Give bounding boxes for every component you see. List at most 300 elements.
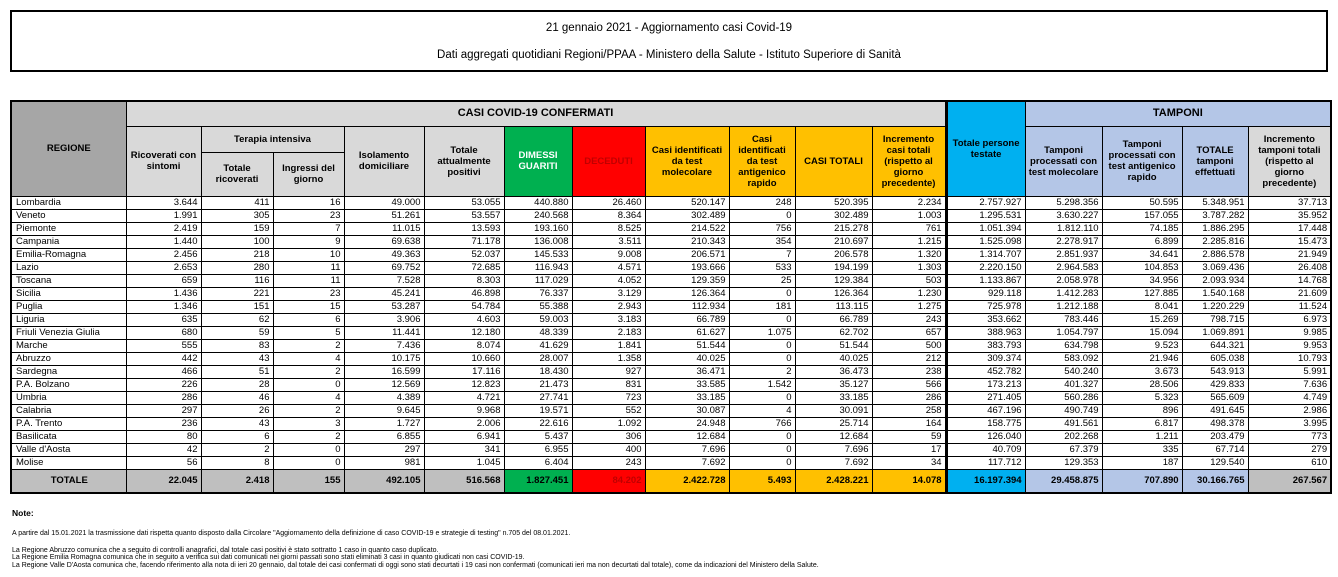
value-cell: 411 (201, 196, 273, 209)
value-cell: 51.544 (795, 339, 872, 352)
value-cell: 773 (1248, 430, 1331, 443)
value-cell: 543.913 (1182, 365, 1248, 378)
value-cell: 610 (1248, 456, 1331, 469)
value-cell: 10.660 (424, 352, 504, 365)
value-cell: 2.058.978 (1025, 274, 1102, 287)
value-cell: 7.528 (344, 274, 424, 287)
value-cell: 1.314.707 (946, 248, 1025, 261)
value-cell: 187 (1102, 456, 1182, 469)
region-name-cell: Lombardia (11, 196, 126, 209)
value-cell: 8.074 (424, 339, 504, 352)
value-cell: 8.364 (572, 209, 645, 222)
value-cell: 49.363 (344, 248, 424, 261)
value-cell: 2.234 (872, 196, 946, 209)
value-cell: 19.571 (504, 404, 572, 417)
value-cell: 756 (729, 222, 795, 235)
region-name-cell: Lazio (11, 261, 126, 274)
value-cell: 30.087 (645, 404, 729, 417)
value-cell: 151 (201, 300, 273, 313)
value-cell: 1.525.098 (946, 235, 1025, 248)
value-cell: 2.653 (126, 261, 201, 274)
value-cell: 680 (126, 326, 201, 339)
value-cell: 1.841 (572, 339, 645, 352)
value-cell: 1.054.797 (1025, 326, 1102, 339)
value-cell: 798.715 (1182, 313, 1248, 326)
value-cell: 302.489 (645, 209, 729, 222)
value-cell: 4 (729, 404, 795, 417)
value-cell: 145.533 (504, 248, 572, 261)
value-cell: 0 (729, 352, 795, 365)
value-cell: 309.374 (946, 352, 1025, 365)
value-cell: 341 (424, 443, 504, 456)
value-cell: 540.240 (1025, 365, 1102, 378)
value-cell: 271.405 (946, 391, 1025, 404)
group-header-casi-confermati: CASI COVID-19 CONFERMATI (126, 101, 946, 126)
total-label-cell: TOTALE (11, 469, 126, 493)
value-cell: 6 (201, 430, 273, 443)
value-cell: 218 (201, 248, 273, 261)
value-cell: 53.055 (424, 196, 504, 209)
region-name-cell: Liguria (11, 313, 126, 326)
value-cell: 297 (344, 443, 424, 456)
value-cell: 6.973 (1248, 313, 1331, 326)
value-cell: 6.941 (424, 430, 504, 443)
title-box (10, 10, 1328, 72)
value-cell: 33.185 (795, 391, 872, 404)
value-cell: 9.523 (1102, 339, 1182, 352)
value-cell: 203.479 (1182, 430, 1248, 443)
value-cell: 26.460 (572, 196, 645, 209)
region-name-cell: Umbria (11, 391, 126, 404)
value-cell: 3.673 (1102, 365, 1182, 378)
value-cell: 113.115 (795, 300, 872, 313)
value-cell: 206.571 (645, 248, 729, 261)
table-row (11, 196, 1331, 209)
value-cell: 6.404 (504, 456, 572, 469)
value-cell: 236 (126, 417, 201, 430)
value-cell: 28 (201, 378, 273, 391)
value-cell: 491.561 (1025, 417, 1102, 430)
value-cell: 71.178 (424, 235, 504, 248)
value-cell: 467.196 (946, 404, 1025, 417)
value-cell: 8.303 (424, 274, 504, 287)
value-cell: 560.286 (1025, 391, 1102, 404)
value-cell: 1.133.867 (946, 274, 1025, 287)
value-cell: 62 (201, 313, 273, 326)
value-cell: 9.645 (344, 404, 424, 417)
value-cell: 27.741 (504, 391, 572, 404)
value-cell: 116.943 (504, 261, 572, 274)
value-cell: 42 (126, 443, 201, 456)
table-row (11, 339, 1331, 352)
value-cell: 59 (201, 326, 273, 339)
value-cell: 1.727 (344, 417, 424, 430)
value-cell: 59 (872, 430, 946, 443)
value-cell: 104.853 (1102, 261, 1182, 274)
column-header-tamponi-totale: TOTALE tamponi effettuati (1182, 126, 1248, 196)
value-cell: 159 (201, 222, 273, 235)
value-cell: 1.212.188 (1025, 300, 1102, 313)
value-cell: 1.346 (126, 300, 201, 313)
value-cell: 0 (729, 456, 795, 469)
region-name-cell: Molise (11, 456, 126, 469)
value-cell: 240.568 (504, 209, 572, 222)
value-cell: 2.886.578 (1182, 248, 1248, 261)
value-cell: 10.175 (344, 352, 424, 365)
value-cell: 28.007 (504, 352, 572, 365)
value-cell: 55.388 (504, 300, 572, 313)
value-cell: 248 (729, 196, 795, 209)
value-cell: 388.963 (946, 326, 1025, 339)
value-cell: 6.855 (344, 430, 424, 443)
value-cell: 605.038 (1182, 352, 1248, 365)
value-cell: 520.395 (795, 196, 872, 209)
value-cell: 6 (273, 313, 344, 326)
value-cell: 2.220.150 (946, 261, 1025, 274)
total-value-cell: 84.202 (572, 469, 645, 493)
value-cell: 37.713 (1248, 196, 1331, 209)
value-cell: 1.812.110 (1025, 222, 1102, 235)
table-header (11, 101, 1331, 196)
value-cell: 280 (201, 261, 273, 274)
value-cell: 56 (126, 456, 201, 469)
value-cell: 3.630.227 (1025, 209, 1102, 222)
value-cell: 466 (126, 365, 201, 378)
value-cell: 2.964.583 (1025, 261, 1102, 274)
value-cell: 657 (872, 326, 946, 339)
value-cell: 7.692 (795, 456, 872, 469)
value-cell: 12.684 (645, 430, 729, 443)
value-cell: 1.303 (872, 261, 946, 274)
value-cell: 3.069.436 (1182, 261, 1248, 274)
value-cell: 0 (729, 391, 795, 404)
value-cell: 555 (126, 339, 201, 352)
value-cell: 43 (201, 352, 273, 365)
value-cell: 305 (201, 209, 273, 222)
value-cell: 7 (729, 248, 795, 261)
value-cell: 7.436 (344, 339, 424, 352)
table-row (11, 274, 1331, 287)
value-cell: 43 (201, 417, 273, 430)
value-cell: 400 (572, 443, 645, 456)
value-cell: 25 (729, 274, 795, 287)
value-cell: 11 (273, 261, 344, 274)
value-cell: 4.389 (344, 391, 424, 404)
total-value-cell: 22.045 (126, 469, 201, 493)
total-value-cell: 2.422.728 (645, 469, 729, 493)
value-cell: 157.055 (1102, 209, 1182, 222)
value-cell: 9.008 (572, 248, 645, 261)
value-cell: 53.287 (344, 300, 424, 313)
value-cell: 1.220.229 (1182, 300, 1248, 313)
table-body (11, 196, 1331, 493)
value-cell: 1.215 (872, 235, 946, 248)
value-cell: 54.784 (424, 300, 504, 313)
value-cell: 0 (729, 339, 795, 352)
value-cell: 1.540.168 (1182, 287, 1248, 300)
region-name-cell: Basilicata (11, 430, 126, 443)
value-cell: 7.692 (645, 456, 729, 469)
value-cell: 51 (201, 365, 273, 378)
region-name-cell: Calabria (11, 404, 126, 417)
value-cell: 5.437 (504, 430, 572, 443)
value-cell: 15.473 (1248, 235, 1331, 248)
value-cell: 17.116 (424, 365, 504, 378)
value-cell: 1.045 (424, 456, 504, 469)
value-cell: 1.295.531 (946, 209, 1025, 222)
notes-section (12, 508, 1332, 569)
value-cell: 0 (729, 430, 795, 443)
value-cell: 80 (126, 430, 201, 443)
value-cell: 16.599 (344, 365, 424, 378)
value-cell: 5 (273, 326, 344, 339)
value-cell: 11.015 (344, 222, 424, 235)
value-cell: 3.644 (126, 196, 201, 209)
value-cell: 74.185 (1102, 222, 1182, 235)
value-cell: 490.749 (1025, 404, 1102, 417)
value-cell: 48.339 (504, 326, 572, 339)
table-row (11, 313, 1331, 326)
value-cell: 8 (201, 456, 273, 469)
value-cell: 2.986 (1248, 404, 1331, 417)
value-cell: 4.052 (572, 274, 645, 287)
total-value-cell: 2.418 (201, 469, 273, 493)
total-value-cell: 5.493 (729, 469, 795, 493)
value-cell: 117.712 (946, 456, 1025, 469)
note-line: La Regione Emilia Romagna comunica che in seguito a verifica sui dati comunicati nei giorni passati sono stati eliminati 3 casi in quanto giudicati non casi COVID-19. (12, 554, 525, 561)
value-cell: 927 (572, 365, 645, 378)
value-cell: 1.092 (572, 417, 645, 430)
value-cell: 634.798 (1025, 339, 1102, 352)
value-cell: 2.419 (126, 222, 201, 235)
value-cell: 2.851.937 (1025, 248, 1102, 261)
value-cell: 34 (872, 456, 946, 469)
value-cell: 129.540 (1182, 456, 1248, 469)
value-cell: 7 (273, 222, 344, 235)
column-header-deceduti: DECEDUTI (572, 126, 645, 196)
value-cell: 258 (872, 404, 946, 417)
value-cell: 4.721 (424, 391, 504, 404)
table-row (11, 352, 1331, 365)
value-cell: 2.006 (424, 417, 504, 430)
column-header-casi-antigenico: Casi identificati da test antigenico rapido (729, 126, 795, 196)
region-name-cell: P.A. Bolzano (11, 378, 126, 391)
value-cell: 126.040 (946, 430, 1025, 443)
value-cell: 181 (729, 300, 795, 313)
value-cell: 0 (273, 378, 344, 391)
value-cell: 1.886.295 (1182, 222, 1248, 235)
value-cell: 221 (201, 287, 273, 300)
value-cell: 243 (872, 313, 946, 326)
note-line: La Regione Valle D'Aosta comunica che, facendo riferimento alla nota di ieri 20 gennaio, dal totale dei casi confermati di oggi sono stati decurtati i 19 casi non confermati (comunicati ieri ma non decurtati dal totale), come da indicazioni del Ministero della Salute. (12, 561, 819, 569)
value-cell: 4 (273, 391, 344, 404)
value-cell: 11 (273, 274, 344, 287)
value-cell: 3.906 (344, 313, 424, 326)
value-cell: 238 (872, 365, 946, 378)
value-cell: 136.008 (504, 235, 572, 248)
value-cell: 2.183 (572, 326, 645, 339)
value-cell: 40.025 (645, 352, 729, 365)
value-cell: 52.037 (424, 248, 504, 261)
value-cell: 215.278 (795, 222, 872, 235)
total-value-cell: 492.105 (344, 469, 424, 493)
column-header-attualmente-positivi: Totale attualmente positivi (424, 126, 504, 196)
total-value-cell: 29.458.875 (1025, 469, 1102, 493)
value-cell: 2.943 (572, 300, 645, 313)
value-cell: 831 (572, 378, 645, 391)
value-cell: 401.327 (1025, 378, 1102, 391)
value-cell: 0 (729, 443, 795, 456)
value-cell: 929.118 (946, 287, 1025, 300)
region-name-cell: Marche (11, 339, 126, 352)
value-cell: 4.603 (424, 313, 504, 326)
region-name-cell: Piemonte (11, 222, 126, 235)
value-cell: 5.991 (1248, 365, 1331, 378)
total-value-cell: 155 (273, 469, 344, 493)
value-cell: 23 (273, 209, 344, 222)
value-cell: 9 (273, 235, 344, 248)
value-cell: 26.408 (1248, 261, 1331, 274)
value-cell: 72.685 (424, 261, 504, 274)
value-cell: 21.609 (1248, 287, 1331, 300)
value-cell: 12.684 (795, 430, 872, 443)
value-cell: 10.793 (1248, 352, 1331, 365)
value-cell: 21.473 (504, 378, 572, 391)
value-cell: 112.934 (645, 300, 729, 313)
value-cell: 2 (273, 404, 344, 417)
value-cell: 1.051.394 (946, 222, 1025, 235)
value-cell: 286 (126, 391, 201, 404)
value-cell: 30.091 (795, 404, 872, 417)
value-cell: 1.230 (872, 287, 946, 300)
value-cell: 34.641 (1102, 248, 1182, 261)
table-row (11, 209, 1331, 222)
region-name-cell: Friuli Venezia Giulia (11, 326, 126, 339)
value-cell: 15.269 (1102, 313, 1182, 326)
value-cell: 51.261 (344, 209, 424, 222)
value-cell: 2 (273, 430, 344, 443)
value-cell: 3.511 (572, 235, 645, 248)
value-cell: 429.833 (1182, 378, 1248, 391)
value-cell: 6.899 (1102, 235, 1182, 248)
value-cell: 21.946 (1102, 352, 1182, 365)
value-cell: 335 (1102, 443, 1182, 456)
total-value-cell: 14.078 (872, 469, 946, 493)
value-cell: 16 (273, 196, 344, 209)
value-cell: 1.412.283 (1025, 287, 1102, 300)
value-cell: 981 (344, 456, 424, 469)
value-cell: 440.880 (504, 196, 572, 209)
value-cell: 566 (872, 378, 946, 391)
value-cell: 66.789 (645, 313, 729, 326)
column-header-ricoverati-sintomi: Ricoverati con sintomi (126, 126, 201, 196)
value-cell: 21.949 (1248, 248, 1331, 261)
value-cell: 36.471 (645, 365, 729, 378)
value-cell: 452.782 (946, 365, 1025, 378)
value-cell: 0 (273, 443, 344, 456)
value-cell: 66.789 (795, 313, 872, 326)
table-row (11, 365, 1331, 378)
value-cell: 17.448 (1248, 222, 1331, 235)
table-row (11, 248, 1331, 261)
table-row (11, 300, 1331, 313)
value-cell: 3.995 (1248, 417, 1331, 430)
note-line: A partire dal 15.01.2021 la trasmissione dati rispetta quanto disposto dalla Circolare "Aggiornamento della definizione di caso COVID-19 e strategie di testing" n.705 del 08.01.2021. (12, 530, 571, 537)
value-cell: 17 (872, 443, 946, 456)
value-cell: 51.544 (645, 339, 729, 352)
value-cell: 202.268 (1025, 430, 1102, 443)
table-row (11, 456, 1331, 469)
value-cell: 129.359 (645, 274, 729, 287)
region-name-cell: P.A. Trento (11, 417, 126, 430)
value-cell: 4.749 (1248, 391, 1331, 404)
covid-data-table (10, 100, 1332, 494)
value-cell: 34.956 (1102, 274, 1182, 287)
value-cell: 4.571 (572, 261, 645, 274)
column-header-persone-testate: Totale persone testate (946, 101, 1025, 196)
value-cell: 226 (126, 378, 201, 391)
value-cell: 286 (872, 391, 946, 404)
value-cell: 2.093.934 (1182, 274, 1248, 287)
total-value-cell: 267.567 (1248, 469, 1331, 493)
column-header-regione: REGIONE (11, 101, 126, 196)
value-cell: 10 (273, 248, 344, 261)
table-row (11, 287, 1331, 300)
value-cell: 173.213 (946, 378, 1025, 391)
value-cell: 0 (729, 209, 795, 222)
value-cell: 565.609 (1182, 391, 1248, 404)
value-cell: 2 (729, 365, 795, 378)
value-cell: 279 (1248, 443, 1331, 456)
value-cell: 725.978 (946, 300, 1025, 313)
value-cell: 11.441 (344, 326, 424, 339)
value-cell: 12.180 (424, 326, 504, 339)
value-cell: 5.323 (1102, 391, 1182, 404)
value-cell: 302.489 (795, 209, 872, 222)
value-cell: 7.696 (645, 443, 729, 456)
value-cell: 12.823 (424, 378, 504, 391)
value-cell: 9.968 (424, 404, 504, 417)
value-cell: 9.953 (1248, 339, 1331, 352)
value-cell: 49.000 (344, 196, 424, 209)
value-cell: 0 (273, 456, 344, 469)
value-cell: 1.320 (872, 248, 946, 261)
value-cell: 761 (872, 222, 946, 235)
value-cell: 8.041 (1102, 300, 1182, 313)
value-cell: 766 (729, 417, 795, 430)
value-cell: 76.337 (504, 287, 572, 300)
table-row (11, 443, 1331, 456)
value-cell: 3.787.282 (1182, 209, 1248, 222)
value-cell: 1.075 (729, 326, 795, 339)
value-cell: 353.662 (946, 313, 1025, 326)
total-value-cell: 16.197.394 (946, 469, 1025, 493)
value-cell: 127.885 (1102, 287, 1182, 300)
value-cell: 383.793 (946, 339, 1025, 352)
notes-heading: Note: (12, 508, 34, 518)
value-cell: 14.768 (1248, 274, 1331, 287)
value-cell: 635 (126, 313, 201, 326)
value-cell: 83 (201, 339, 273, 352)
value-cell: 1.440 (126, 235, 201, 248)
value-cell: 1.436 (126, 287, 201, 300)
value-cell: 498.378 (1182, 417, 1248, 430)
region-name-cell: Emilia-Romagna (11, 248, 126, 261)
column-header-tamponi-molecolare: Tamponi processati con test molecolare (1025, 126, 1102, 196)
value-cell: 116 (201, 274, 273, 287)
value-cell: 129.353 (1025, 456, 1102, 469)
value-cell: 36.473 (795, 365, 872, 378)
